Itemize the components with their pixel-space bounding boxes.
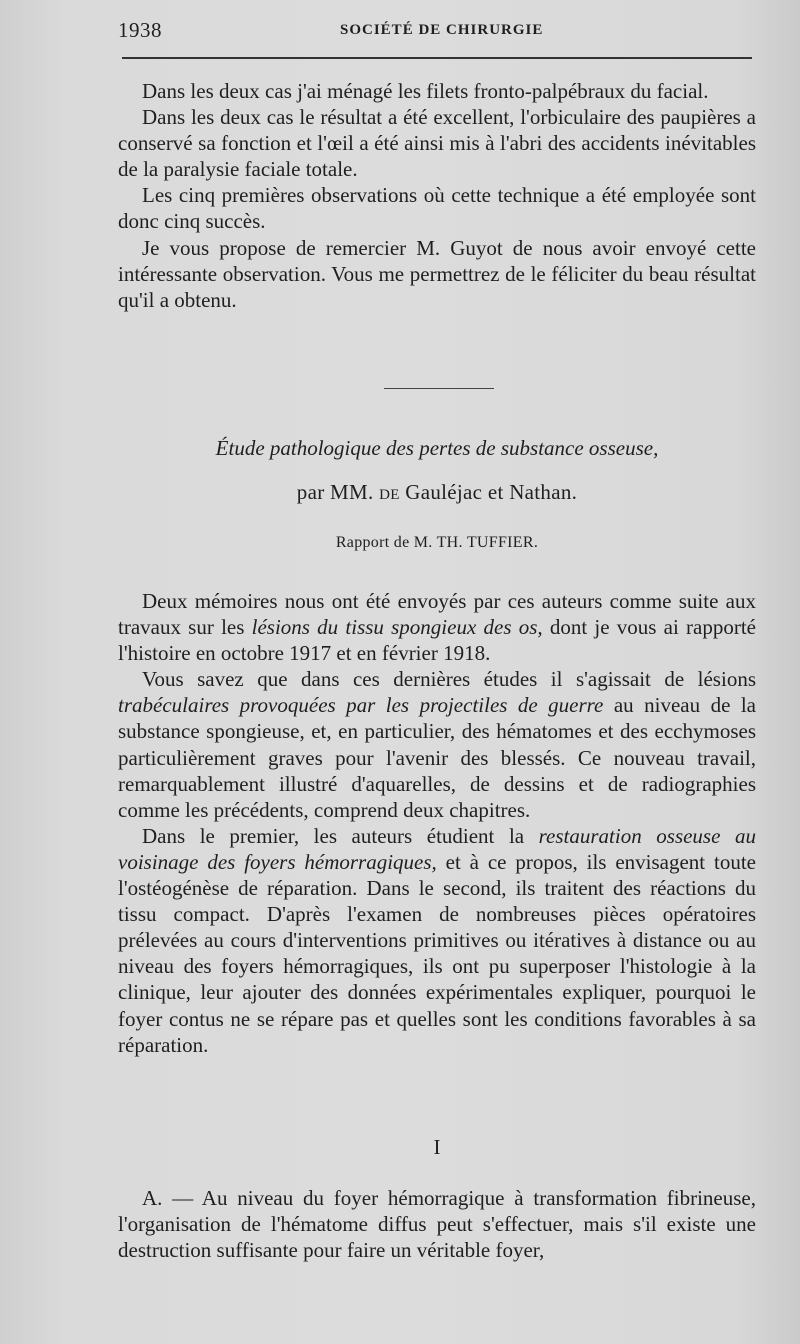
header-rule: [122, 57, 752, 59]
paragraph: [118, 666, 756, 823]
author1-name: Gauléjac: [405, 480, 483, 504]
section-number: I: [433, 1135, 441, 1159]
author2-name: Nathan.: [509, 480, 578, 504]
author1-particle: DE: [379, 487, 400, 503]
article-title: Étude pathologique des pertes de substance osseuse,: [215, 436, 659, 460]
page-header: [118, 18, 754, 48]
paragraph: Je vous propose de remercier M. Guyot de nous avoir envoyé cette intéressante observation. Vous me permettrez de le féliciter du beau résultat qu'il a obtenu.: [118, 235, 756, 312]
italic-run: restauration osseuse au voisinage des foyers hémorragiques,: [118, 823, 756, 874]
page-number: 1938: [118, 18, 162, 42]
italic-run: trabéculaires provoquées par les projectiles de guerre: [118, 693, 604, 718]
text-run: Vous savez que dans ces dernières études il s'agissait de lésions: [142, 667, 756, 692]
paragraph: [118, 823, 756, 1058]
text-run: Dans le premier, les auteurs étudient la: [142, 823, 539, 848]
text-run: Deux mémoires nous ont été envoyés par ces auteurs comme suite aux travaux sur les: [118, 589, 756, 640]
paragraph: Dans les deux cas j'ai ménagé les filets fronto-palpébraux du facial.: [142, 79, 709, 103]
paragraph: A. — Au niveau du foyer hémorragique à transformation fibrineuse, l'organisation de l'hématome diffus peut s'effectuer, mais s'il existe une destruction suffisante pour faire un véritable foyer,: [118, 1186, 756, 1263]
authors-prefix: par MM.: [296, 480, 374, 504]
paragraph: [118, 588, 756, 666]
paragraph: Dans les deux cas le résultat a été excellent, l'orbiculaire des paupières a conservé sa fonction et l'œil a été ainsi mis à l'abri des accidents inévitables de la paralysie faciale totale.: [118, 105, 756, 182]
text-run: dont je vous ai rapporté l'histoire en octobre 1917 et en février 1918.: [118, 615, 756, 666]
report-line: Rapport de M. TH. TUFFIER.: [335, 534, 539, 551]
article-authors: [118, 480, 756, 505]
italic-run: lésions du tissu spongieux des os,: [251, 615, 543, 640]
authors-and: et: [487, 480, 504, 504]
running-head: SOCIÉTÉ DE CHIRURGIE: [340, 22, 544, 38]
section-divider: [384, 388, 494, 389]
body-text-bottom: [118, 1185, 756, 1263]
body-text-top: [118, 78, 756, 313]
text-run: au niveau de la substance spongieuse, et, en particulier, des hématomes et des ecchymoses particulièrement graves pour l'avenir des blessés. Ce nouveau travail, remarquablement illustré d'aquarelles, de dessins et de radiographies comme les précédents, comprend deux chapitres.: [118, 693, 757, 822]
paragraph: Les cinq premières observations où cette technique a été employée sont donc cinq succès.: [118, 183, 756, 234]
text-run: et à ce propos, ils envisagent toute l'ostéogénèse de réparation. Dans le second, ils traitent des réactions du tissu compact. D'après l'examen de nombreuses pièces opératoires prélevées au cours d'interventions primitives ou itératives à distance ou au niveau des foyers hémorragiques, ils ont pu superposer l'histologie à la clinique, leur ajouter des données expérimentales expliquer, pourquoi le foyer contus ne se répare pas et quelles sont les conditions favorables à sa réparation.: [118, 849, 756, 1057]
body-text-main: [118, 588, 756, 1058]
